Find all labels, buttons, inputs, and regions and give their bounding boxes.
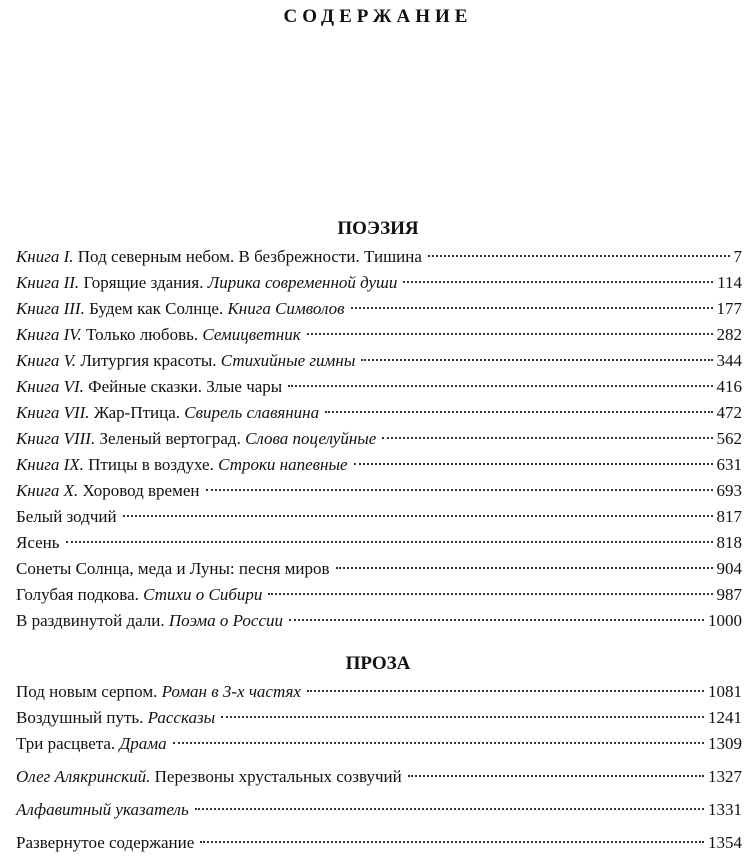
entry-subtitle: Слова поцелуйные — [240, 429, 377, 448]
entry-title: Под новым серпом. — [16, 682, 158, 701]
page-number: 1327 — [708, 767, 742, 786]
page-number: 817 — [716, 507, 742, 526]
page-number: 1309 — [708, 734, 742, 753]
entry-title: Сонеты Солнца, меда и Луны: песня миров — [16, 559, 330, 578]
dot-leader — [288, 383, 712, 387]
entry-title: Белый зодчий — [16, 507, 117, 526]
entry-lead: Олег Алякринский. — [16, 767, 151, 786]
toc-entry[interactable] — [16, 350, 742, 372]
entry-lead: Книга VI. — [16, 377, 84, 396]
dot-leader — [351, 305, 713, 309]
page-number: 472 — [716, 403, 742, 422]
page-number: 987 — [716, 585, 742, 604]
page-number: 818 — [716, 533, 742, 552]
dot-leader — [307, 688, 704, 692]
dot-leader — [195, 806, 704, 810]
entry-subtitle: Стихийные гимны — [216, 351, 356, 370]
entry-title: Под северным небом. В безбрежности. Тишина — [73, 247, 422, 266]
entry-lead: Алфавитный указатель — [16, 800, 189, 819]
entry-subtitle: Поэма о России — [164, 611, 284, 630]
entry-subtitle: Свирель славянина — [180, 403, 320, 422]
entry-subtitle: Роман в 3-х частях — [157, 682, 301, 701]
page-number: 904 — [716, 559, 742, 578]
entry-title: Голубая подкова. — [16, 585, 139, 604]
toc-entry[interactable] — [16, 428, 742, 450]
entry-title: Птицы в воздухе. — [83, 455, 214, 474]
dot-leader — [428, 253, 730, 257]
entry-lead: Книга IX. — [16, 455, 84, 474]
toc-entry-alphabetical-index[interactable] — [16, 799, 742, 821]
entry-lead: Книга VII. — [16, 403, 90, 422]
entry-title: Развернутое содержание — [16, 833, 195, 852]
entry-title: Воздушный путь. — [16, 708, 144, 727]
dot-leader — [336, 565, 713, 569]
dot-leader — [307, 331, 713, 335]
toc-entry[interactable] — [16, 610, 742, 632]
entry-subtitle: Драма — [115, 734, 167, 753]
entry-lead: Книга IV. — [16, 325, 82, 344]
page-number: 7 — [733, 247, 742, 266]
toc-entry[interactable] — [16, 272, 742, 294]
toc-entry[interactable] — [16, 681, 742, 703]
dot-leader — [354, 461, 713, 465]
entry-lead: Книга II. — [16, 273, 80, 292]
page-number: 693 — [716, 481, 742, 500]
entry-lead: Книга III. — [16, 299, 85, 318]
entry-title: В раздвинутой дали. — [16, 611, 165, 630]
entry-subtitle: Книга Символов — [223, 299, 345, 318]
entry-title: Перезвоны хрустальных созвучий — [150, 767, 402, 786]
toc-entry-afterword[interactable] — [16, 766, 742, 788]
entry-title: Только любовь. — [81, 325, 199, 344]
toc-entry[interactable] — [16, 402, 742, 424]
entry-subtitle: Лирика современной души — [203, 273, 398, 292]
page-number: 282 — [716, 325, 742, 344]
entry-subtitle: Рассказы — [143, 708, 216, 727]
page-number: 1081 — [708, 682, 742, 701]
entry-subtitle: Строки напевные — [213, 455, 348, 474]
toc-entry[interactable] — [16, 246, 742, 268]
section-heading-poetry: ПОЭЗИЯ — [337, 218, 419, 239]
page-number: 1000 — [708, 611, 742, 630]
dot-leader — [408, 773, 704, 777]
toc-entry[interactable] — [16, 558, 742, 580]
toc-entry[interactable] — [16, 506, 742, 528]
entry-lead: Книга X. — [16, 481, 79, 500]
dot-leader — [173, 740, 704, 744]
entry-title: Ясень — [16, 533, 60, 552]
toc-entry[interactable] — [16, 532, 742, 554]
toc-entry[interactable] — [16, 480, 742, 502]
entry-title: Фейные сказки. Злые чары — [83, 377, 283, 396]
page-number: 1241 — [708, 708, 742, 727]
page-number: 177 — [716, 299, 742, 318]
dot-leader — [206, 487, 713, 491]
entry-lead: Книга V. — [16, 351, 77, 370]
dot-leader — [403, 279, 713, 283]
dot-leader — [123, 513, 713, 517]
dot-leader — [289, 617, 704, 621]
page-number: 344 — [716, 351, 742, 370]
toc-entry[interactable] — [16, 733, 742, 755]
entry-title: Будем как Солнце. — [84, 299, 224, 318]
page-number: 416 — [716, 377, 742, 396]
toc-entry[interactable] — [16, 454, 742, 476]
entry-title: Литургия красоты. — [76, 351, 217, 370]
entry-title: Жар-Птица. — [89, 403, 181, 422]
section-heading-prose: ПРОЗА — [345, 653, 411, 674]
toc-entry[interactable] — [16, 376, 742, 398]
page-number: 631 — [716, 455, 742, 474]
page-number: 1354 — [708, 833, 742, 852]
page-number: 562 — [716, 429, 742, 448]
toc-entry[interactable] — [16, 584, 742, 606]
page-number: 1331 — [708, 800, 742, 819]
dot-leader — [221, 714, 704, 718]
entry-lead: Книга I. — [16, 247, 74, 266]
entry-lead: Книга VIII. — [16, 429, 96, 448]
dot-leader — [268, 591, 712, 595]
toc-entry-detailed-contents[interactable] — [16, 832, 742, 854]
dot-leader — [200, 839, 704, 843]
dot-leader — [325, 409, 712, 413]
entry-subtitle: Стихи о Сибири — [138, 585, 263, 604]
entry-title: Три расцвета. — [16, 734, 116, 753]
toc-entry[interactable] — [16, 707, 742, 729]
toc-entry[interactable] — [16, 324, 742, 346]
dot-leader — [361, 357, 712, 361]
entry-subtitle: Семицветник — [198, 325, 301, 344]
entry-title: Зеленый вертоград. — [95, 429, 241, 448]
toc-entry[interactable] — [16, 298, 742, 320]
dot-leader — [382, 435, 712, 439]
page-title: СОДЕРЖАНИЕ — [283, 6, 473, 27]
page-number: 114 — [717, 273, 742, 292]
dot-leader — [66, 539, 713, 543]
entry-title: Хоровод времен — [78, 481, 200, 500]
entry-title: Горящие здания. — [79, 273, 204, 292]
